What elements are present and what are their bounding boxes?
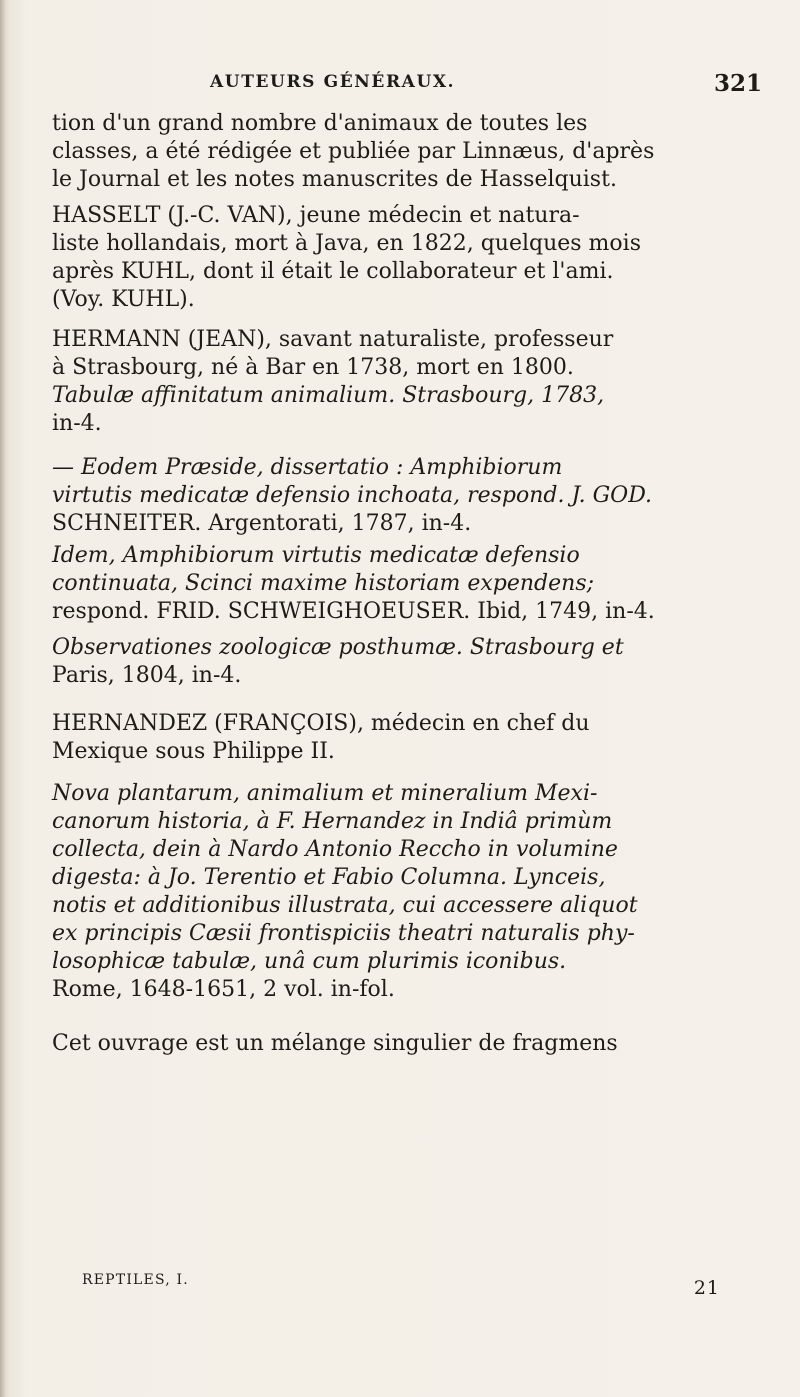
paragraph-line: respond. FRID. SCHWEIGHOEUSER. Ibid, 1749, in-4.	[52, 599, 655, 624]
running-head	[52, 72, 764, 100]
paragraph-line: virtutis medicatæ defensio inchoata, respond. J. GOD.	[52, 483, 653, 508]
paragraph-line: Paris, 1804, in-4.	[52, 663, 242, 688]
footer-left: REPTILES, I.	[82, 1272, 189, 1288]
paragraph-line: HERMANN (JEAN), savant naturaliste, professeur	[52, 327, 614, 352]
paragraph-2	[52, 202, 764, 314]
paragraph-line: ex principis Cæsii frontispiciis theatri naturalis phy-	[52, 921, 635, 946]
paragraph-line: liste hollandais, mort à Java, en 1822, quelques mois	[52, 231, 641, 256]
paragraph-3	[52, 326, 764, 438]
paragraph-line: Cet ouvrage est un mélange singulier de fragmens	[52, 1031, 618, 1056]
paragraph-line: losophicæ tabulæ, unâ cum plurimis iconibus.	[52, 949, 567, 974]
paragraph-line: digesta: à Jo. Terentio et Fabio Columna. Lynceis,	[52, 865, 606, 890]
paragraph-line: HERNANDEZ (FRANÇOIS), médecin en chef du	[52, 711, 590, 736]
paragraph-line: à Strasbourg, né à Bar en 1738, mort en 1800.	[52, 355, 574, 380]
paragraph-4	[52, 454, 764, 538]
page-number: 321	[713, 70, 762, 97]
paragraph-line: Tabulæ affinitatum animalium. Strasbourg, 1783,	[52, 383, 605, 408]
paragraph-line: Mexique sous Philippe II.	[52, 739, 335, 764]
paragraph-line: continuata, Scinci maxime historiam expendens;	[52, 571, 595, 596]
paragraph-9	[52, 1030, 764, 1058]
paragraph-line: in-4.	[52, 411, 102, 436]
paragraph-line: (Voy. KUHL).	[52, 287, 195, 312]
running-title: AUTEURS GÉNÉRAUX.	[210, 72, 456, 92]
paragraph-line: SCHNEITER. Argentorati, 1787, in-4.	[52, 511, 472, 536]
paragraph-6	[52, 634, 764, 690]
paragraph-7	[52, 710, 764, 766]
paragraph-5	[52, 542, 764, 626]
paragraph-1	[52, 110, 764, 194]
paragraph-line: le Journal et les notes manuscrites de Hasselquist.	[52, 167, 617, 192]
paragraph-line: Observationes zoologicæ posthumæ. Strasbourg et	[52, 635, 624, 660]
paragraph-line: tion d'un grand nombre d'animaux de toutes les	[52, 111, 588, 136]
paragraph-line: canorum historia, à F. Hernandez in Indiâ primùm	[52, 809, 613, 834]
paragraph-line: Nova plantarum, animalium et mineralium Mexi-	[52, 781, 598, 806]
paragraph-line: — Eodem Præside, dissertatio : Amphibiorum	[52, 455, 563, 480]
paragraph-line: Idem, Amphibiorum virtutis medicatæ defensio	[52, 543, 580, 568]
paragraph-line: notis et additionibus illustrata, cui accessere aliquot	[52, 893, 638, 918]
paragraph-8	[52, 780, 764, 1004]
paragraph-line: collecta, dein à Nardo Antonio Reccho in volumine	[52, 837, 618, 862]
page-spine-shadow	[0, 0, 6, 1397]
paragraph-line: classes, a été rédigée et publiée par Linnæus, d'après	[52, 139, 655, 164]
paragraph-line: Rome, 1648-1651, 2 vol. in-fol.	[52, 977, 395, 1002]
footer-right: 21	[693, 1277, 720, 1299]
paragraph-line: après KUHL, dont il était le collaborateur et l'ami.	[52, 259, 614, 284]
paragraph-line: HASSELT (J.-C. VAN), jeune médecin et natura-	[52, 203, 580, 228]
